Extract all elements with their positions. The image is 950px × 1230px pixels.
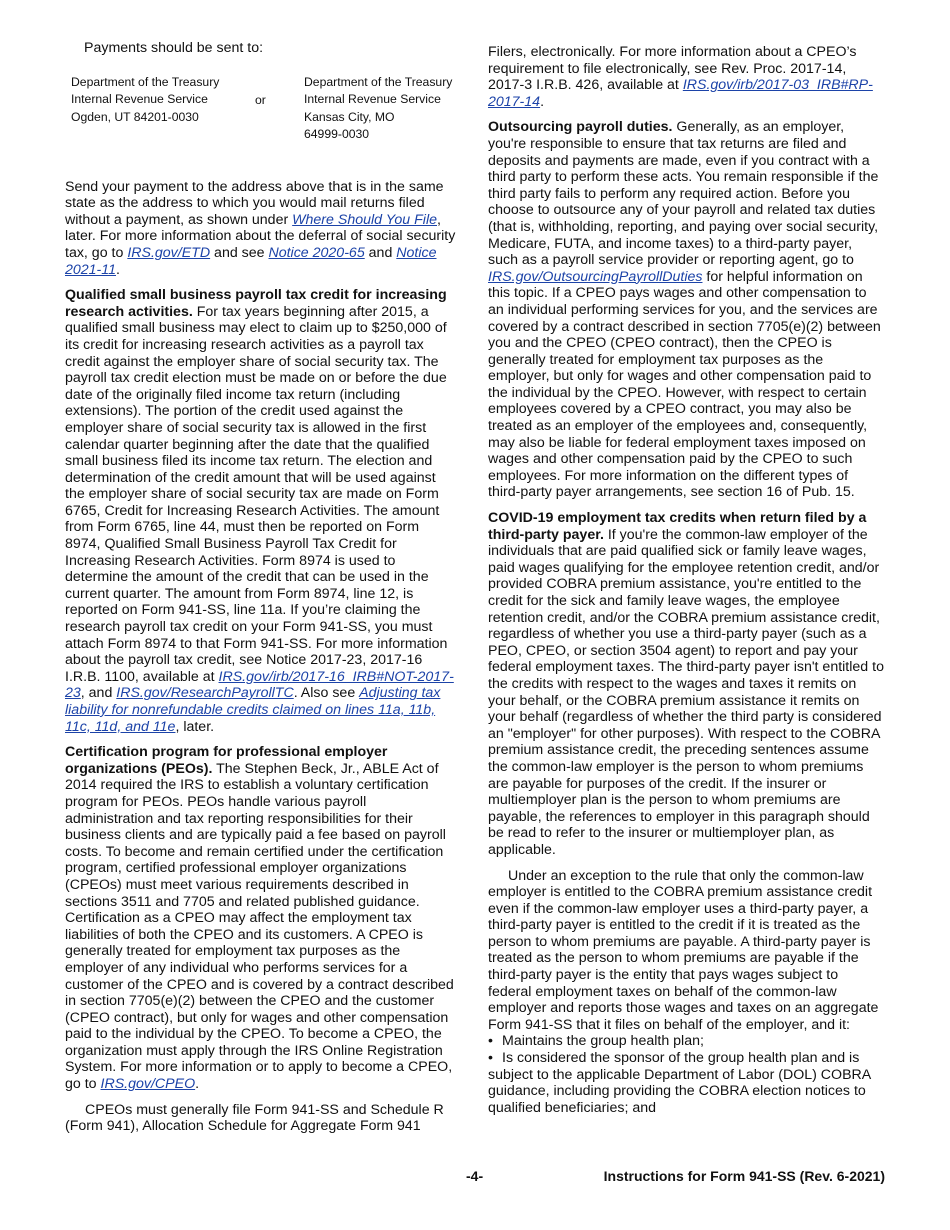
bullet-icon: • [488,1050,493,1067]
right-column [488,44,884,1116]
address-kansas-city: Department of the Treasury Internal Revenue Service Kansas City, MO 64999-0030 [304,74,453,142]
outsourcing-paragraph: Outsourcing payroll duties. Generally, as an employer, you're responsible to ensure that tax returns are filed and deposits and payments are made, even if you contract with a third party to perform these acts. You remain responsible if the third party fails to perform any required action. Before you choose to outsource any of your payroll and related tax duties (that is, withholding, reporting, and paying over social security, Medicare, FUTA, and income taxes) to a third-party payer, such as a payroll service provider or reporting agent, go to IRS.gov/OutsourcingPayrollDuties for helpful information on this topic. If a CPEO pays wages and other compensation to an individual performing services for you, and the services are covered by a contract described in section 7705(e)(2) between you and the CPEO (CPEO contract), then the CPEO is generally treated for employment tax purposes as the employer, but only for wages and other compensation paid to the individual by the CPEO. However, with respect to certain employees covered by a CPEO contract, you may also be treated as an employer of the employees and, consequently, may also be liable for federal employment taxes imposed on wages and other compensation paid by the CPEO to such employees. For more information on the different types of third-party payer arrangements, see section 16 of Pub. 15. [488,119,881,501]
address-or: or [255,92,266,107]
cpeo-electronic-paragraph: Filers, electronically. For more information about a CPEO’s requirement to file electronically, see Rev. Proc. 2017-14, 2017-3 I.R.B. 426, available at IRS.gov/irb/2017-03_IRB#RP-2017-14. [488,44,873,110]
research-credit-paragraph: Qualified small business payroll tax credit for increasing research activities. For tax years beginning after 2015, a qualified small business may elect to claim up to $250,000 of its credit for increasing research activities as a payroll tax credit against the employer share of social security tax. The payroll tax credit election must be made on or before the due date of the originally filed income tax return (including extensions). The portion of the credit used against the employer share of social security tax is allowed in the first calendar quarter beginning after the date that the qualified small business filed its income tax return. The election and determination of the credit amount that will be used against the employer share of social security tax are made on Form 6765, Credit for Increasing Research Activities. The amount from Form 6765, line 44, must then be reported on Form 8974, Qualified Small Business Payroll Tax Credit for Increasing Research Activities. Form 8974 is used to determine the amount of the credit that can be used in the current quarter. The amount from Form 8974, line 12, is reported on Form 941-SS, line 11a. If you’re claiming the research payroll tax credit on your Form 941-SS, you must attach Form 8974 to that Form 941-SS. For more information about the payroll tax credit, see Notice 2017-23, 2017-16 I.R.B. 1100, available at IRS.gov/irb/2017-16_IRB#NOT-2017-23, and IRS.gov/ResearchPayrollTC. Also see Adjusting tax liability for nonrefundable credits claimed on lines 11a, 11b, 11c, 11d, and 11e, later. [65,287,454,735]
covid-credits-heading: COVID-19 employment tax credits when return filed by a third-party payer. [488,510,867,543]
list-item: • Maintains the group health plan; [488,1033,704,1050]
notice-2020-65-link[interactable]: Notice 2020-65 [268,244,365,261]
footer-title: Instructions for Form 941-SS (Rev. 6-2021) [603,1168,885,1184]
left-column [65,40,458,1144]
bullet-icon: • [488,1033,493,1050]
address-ogden: Department of the Treasury Internal Revenue Service Ogden, UT 84201-0030 [71,74,220,124]
adjusting-tax-liability-link[interactable]: Adjusting tax liability for nonrefundable credits claimed on lines 11a, 11b, 11c, 11d, and 11e [65,685,441,735]
notice-2021-11-link[interactable]: Notice 2021-11 [65,244,437,278]
payment-addresses [65,74,458,164]
list-item: • Is considered the sponsor of the group health plan and is subject to the applicable Department of Labor (DOL) COBRA guidance, including providing the COBRA election notices to qualified beneficiaries; and [488,1050,871,1116]
irs-cpeo-link[interactable]: IRS.gov/CPEO [100,1076,196,1093]
notice-2017-23-link[interactable]: IRS.gov/irb/2017-16_IRB#NOT-2017-23 [65,668,454,702]
research-credit-heading: Qualified small business payroll tax credit for increasing research activities. [65,287,447,320]
peo-certification-heading: Certification program for professional employer organizations (PEOs). [65,744,388,777]
covid-credits-paragraph: COVID-19 employment tax credits when return filed by a third-party payer. If you're the common-law employer of the individuals that are paid qualified sick or family leave wages, paid wages qualifying for the employee retention credit, and/or provided COBRA premium assistance, you're entitled to the credit for the sick and family leave wages, the employee retention credit, and/or the COBRA premium assistance credit, regardless of whether you use a third-party payer (such as a PEO, CPEO, or section 3504 agent) to report and pay your federal employment taxes. The third-party payer isn't entitled to the credits with respect to the wages and taxes it remits on your behalf, or the COBRA premium assistance it remits on your behalf (regardless of whether the third party is considered an "employer" for other purposes). With respect to the COBRA premium assistance credit, the preceding sentences assume the common-law employer is the person to whom premiums are payable for purposes of the credit. If the insurer or multiemployer plan is the person to whom premiums are payable, the references to employer in this paragraph should be read to refer to the insurer or multiemployer plan, as applicable. [488,510,884,858]
cobra-exception-paragraph: Under an exception to the rule that only the common-law employer is entitled to the COBRA premium assistance credit even if the common-law employer uses a third-party payer, a third-party payer is entitled to the credit if it is treated as the person to whom premiums are payable. A third-party payer is treated as the person to whom premiums are payable if the third-party payer is the entity that pays wages subject to federal employment taxes on behalf of the common-law employer and reports those wages and taxes on an aggregate Form 941-SS that it files on behalf of the employer, and it: [488,867,879,1033]
outsourcing-heading: Outsourcing payroll duties. [488,119,673,136]
page-number: -4- [466,1168,484,1184]
outsourcing-payroll-duties-link[interactable]: IRS.gov/OutsourcingPayrollDuties [488,268,703,285]
rev-proc-2017-14-link[interactable]: IRS.gov/irb/2017-03_IRB#RP-2017-14 [488,77,873,110]
research-payroll-tc-link[interactable]: IRS.gov/ResearchPayrollTC [116,685,294,702]
irs-etd-link[interactable]: IRS.gov/ETD [127,244,211,261]
peo-certification-paragraph: Certification program for professional employer organizations (PEOs). The Stephen Beck, Jr., ABLE Act of 2014 required the IRS to establish a voluntary certification program for PEOs. PEOs handle various payroll administration and tax reporting responsibilities for their business clients and are typically paid a fee based on payroll costs. To become and remain certified under the certification program, certified professional employer organizations (CPEOs) must meet various requirements described in sections 3511 and 7705 and related published guidance. Certification as a CPEO may affect the employment tax liabilities of both the CPEO and its customers. A CPEO is generally treated for employment tax purposes as the employer of any individual who performs services for a customer of the CPEO and is covered by a contract described in section 7705(e)(2) between the CPEO and the customer (CPEO contract), but only for wages and other compensation paid to the individual by the CPEO. To become a CPEO, the organization must apply through the IRS Online Registration System. For more information or to apply to become a CPEO, go to IRS.gov/CPEO. [65,744,454,1093]
payment-intro: Payments should be sent to: [84,40,264,56]
cpeo-filing-paragraph: CPEOs must generally file Form 941-SS and Schedule R (Form 941), Allocation Schedule for Aggregate Form 941 [65,1101,444,1135]
payment-paragraph: Send your payment to the address above that is in the same state as the address to which you would mail returns filed without a payment, as shown under Where Should You File, later. For more information about the deferral of social security tax, go to IRS.gov/ETD and see Notice 2020-65 and Notice 2021-11. [65,178,456,278]
where-should-you-file-link[interactable]: Where Should You File [292,211,437,228]
